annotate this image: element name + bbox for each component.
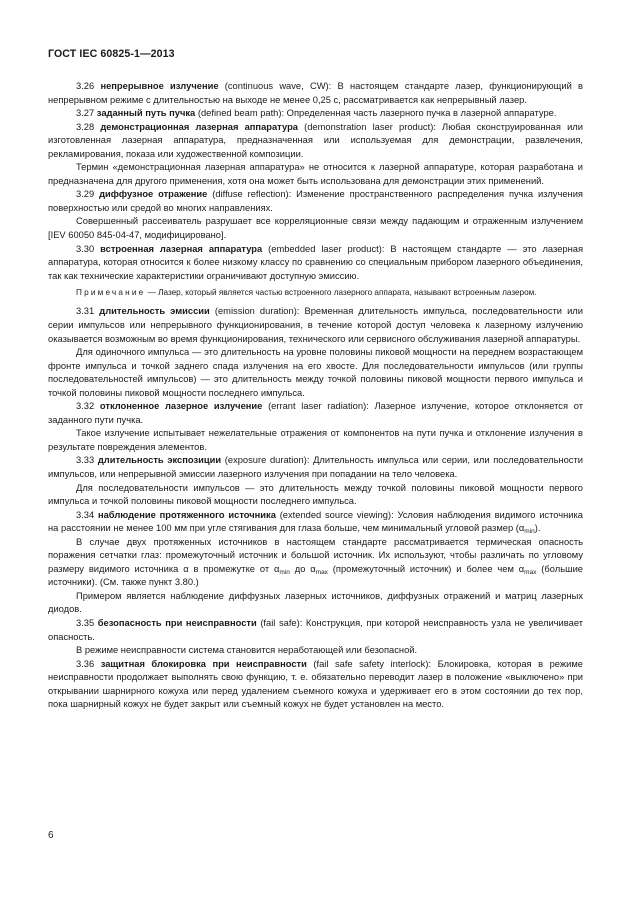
paragraph-3-31: 3.31 длительность эмиссии (emission duration): Временная длительность импульса, последовательности или серии импульсов или непрерывного функционирования, в течение которой доступ человека к лазерному излучению оказывается возможным во время функционирования, технического или сервисного обслуживания лазерной аппаратуры. — [48, 306, 583, 344]
term: безопасность при неисправности — [97, 617, 257, 628]
paragraph-3-33: 3.33 длительность экспозиции (exposure duration): Длительность импульса или серии, или последовательности импульсов, или непрерывной эмиссии лазерного излучения при попадании на тело человека. — [48, 455, 583, 479]
paragraph: В случае двух протяженных источников в настоящем стандарте рассматривается термическая опасность поражения сетчатки глаз: промежуточный источник и большой источник. Их используют, чтобы различать по угловому размеру видимого источника α в промежутке от $\alpha_{min}$ до $\alpha_{max}$ (промежуточный источник) и более чем $\alpha_{max}$ (большие источники). (См. также пункт 3.80.) — [48, 536, 583, 588]
paragraph-3-26: 3.26 непрерывное излучение (continuous wave, CW): В настоящем стандарте лазер, функционирующий в непрерывном режиме с длительностью на выходе не менее 0,25 с, рассматривается как непрерывный лазер. — [48, 81, 583, 105]
paragraph: В режиме неисправности система становится неработающей или безопасной. — [76, 645, 418, 656]
paragraph-3-34: 3.34 наблюдение протяженного источника (extended source viewing): Условия наблюдения видимого источника на расстоянии не менее 100 мм при угле стягивания для глаза больше, чем минимальный угловой размер $(\alpha_{min})$. — [48, 509, 583, 536]
paragraph-3-28: 3.28 демонстрационная лазерная аппаратура (demonstration laser product): Любая сконструированная или изготовленная лазерная аппаратура, предназначенная или используемая для демонстрации, развлечения, рекламирования, показа или художественной композиции. — [48, 121, 583, 159]
note-label: Примечание — [76, 288, 146, 298]
paragraph: Совершенный рассеиватель разрушает все корреляционные связи между падающим и отраженным излучением [IEV 60050 845-04-47, модифицировано]. — [48, 216, 583, 241]
term: наблюдение протяженного источника — [97, 509, 276, 520]
paragraph: Примером является наблюдение диффузных лазерных источников, диффузных отражений и матриц лазерных диодов. — [48, 590, 583, 615]
paragraph-3-32: 3.32 отклоненное лазерное излучение (errant laser radiation): Лазерное излучение, которое отклоняется от заданного пути пучка. — [48, 401, 583, 425]
term: защитная блокировка при неисправности — [100, 658, 307, 669]
term: непрерывное излучение — [100, 81, 219, 91]
paragraph-3-36: 3.36 защитная блокировка при неисправности (fail safe safety interlock): Блокировка, которая в режиме неисправности продолжает выполнять свою функцию, т. е. обязательно переводит лазер в положение «выключено» при открывании шарнирного кожуха или перед удалением съемного кожуха и удерживает его в этом состоянии до тех пор, пока шарнирный кожух не будет закрыт или съемный кожух не будет установлен на место. — [48, 658, 583, 710]
term: длительность экспозиции — [97, 455, 222, 466]
document-header: ГОСТ IEC 60825-1—2013 — [48, 48, 175, 60]
paragraph-3-30: 3.30 встроенная лазерная аппаратура (embedded laser product): В настоящем стандарте — это лазерная аппаратура, которая относится к более низкому классу по сравнению со специальным прибором лазерного объединения, так как технические характеристики ограничивают доступную эмиссию. — [48, 243, 583, 281]
paragraph-3-35: 3.35 безопасность при неисправности (fail safe): Конструкция, при которой неисправность узла не увеличивает опасность. — [48, 617, 583, 642]
paragraph: Для одиночного импульса — это длительность на уровне половины пиковой мощности на переднем возрастающем фронте импульса и точкой заднего спада излучения на его хвосте. Для последовательности импульсов (или группы последовательностей импульсов) — это длительность между точкой половины пиковой мощности первого импульса и точкой половины пиковой мощности последнего импульса. — [48, 347, 583, 398]
note: Примечание — Лазер, который является частью встроенного лазерного аппарата, называют встроенным лазером. — [76, 288, 537, 298]
paragraph: Такое излучение испытывает нежелательные отражения от компонентов на пути пучка и отклонение излучения в результате повреждения элементов. — [48, 428, 583, 452]
document-body — [48, 80, 583, 712]
term: демонстрационная лазерная аппаратура — [100, 121, 298, 132]
term: диффузное отражение — [99, 189, 208, 200]
paragraph-3-29: 3.29 диффузное отражение (diffuse reflection): Изменение пространственного распределения пучка излучения поверхностью или средой во многих направлениях. — [48, 189, 583, 213]
paragraph-3-27: 3.27 заданный путь пучка (defined beam path): Определенная часть лазерного пучка в лазерной аппаратуре. — [76, 108, 557, 119]
paragraph: Для последовательности импульсов — это длительность между точкой половины пиковой мощности первого импульса и точкой половины пиковой мощности последнего импульса. — [48, 482, 583, 507]
term: встроенная лазерная аппаратура — [100, 243, 263, 254]
term: длительность эмиссии — [99, 306, 210, 317]
paragraph: Термин «демонстрационная лазерная аппаратура» не относится к лазерной аппаратуре, которая разработана и предназначена для другого применения, хотя она может быть использована для демонстрации этих применений. — [48, 162, 583, 186]
term: заданный путь пучка — [96, 108, 196, 119]
term: отклоненное лазерное излучение — [99, 401, 263, 412]
page-number: 6 — [48, 830, 54, 841]
